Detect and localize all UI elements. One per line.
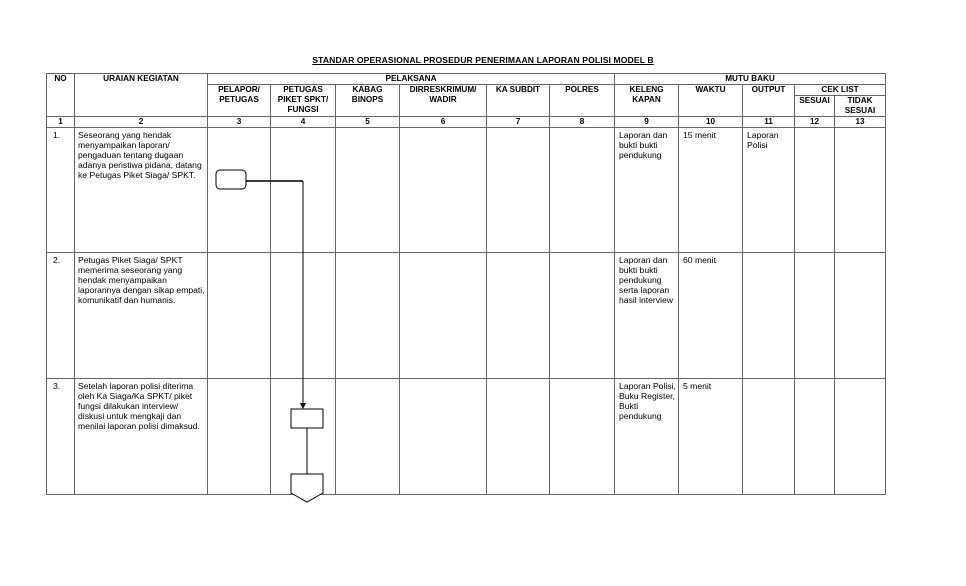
row-number: 1. — [47, 128, 75, 253]
cell-tidak-sesuai — [835, 128, 886, 253]
column-number: 9 — [615, 117, 679, 128]
header-output: OUTPUT — [743, 85, 795, 117]
header-ka-subdit: KA SUBDIT — [487, 85, 550, 117]
cell-polres — [550, 379, 615, 495]
header-tidak-sesuai: TIDAK SESUAI — [835, 96, 886, 117]
waktu-text: 5 menit — [679, 379, 743, 495]
document-title: STANDAR OPERASIONAL PROSEDUR PENERIMAAN LAPORAN POLISI MODEL B — [312, 55, 654, 65]
cell-pelapor — [208, 379, 271, 495]
column-number: 2 — [75, 117, 208, 128]
cell-ka-subdit — [487, 253, 550, 379]
row-number: 2. — [47, 253, 75, 379]
kelengkapan-text: Laporan dan bukti bukti pendukung serta laporan hasil interview — [615, 253, 679, 379]
kelengkapan-text: Laporan dan bukti bukti pendukung — [615, 128, 679, 253]
cell-petugas-piket — [271, 128, 336, 253]
column-number: 8 — [550, 117, 615, 128]
header-waktu: WAKTU — [679, 85, 743, 117]
column-number: 10 — [679, 117, 743, 128]
cell-sesuai — [795, 128, 835, 253]
output-text — [743, 379, 795, 495]
uraian-kegiatan-text: Seseorang yang hendak menyampaikan laporan/ pengaduan tentang dugaan adanya peristiwa pidana, datang ke Petugas Piket Siaga/ SPKT. — [75, 128, 208, 253]
header-uraian-kegiatan: URAIAN KEGIATAN — [75, 74, 208, 117]
column-number: 11 — [743, 117, 795, 128]
column-number: 5 — [336, 117, 400, 128]
cell-sesuai — [795, 379, 835, 495]
sop-table — [46, 73, 886, 495]
header-pelapor: PELAPOR/ PETUGAS — [208, 85, 271, 117]
uraian-kegiatan-text: Petugas Piket Siaga/ SPKT memerima seseorang yang hendak menyampaikan laporannya dengan sikap empati, komunikatif dan humanis. — [75, 253, 208, 379]
table-row — [47, 128, 886, 253]
uraian-kegiatan-text: Setelah laporan polisi diterima oleh Ka Siaga/Ka SPKT/ piket fungsi dilakukan interview/ diskusi untuk mengkaji dan menilai laporan polisi dimaksud. — [75, 379, 208, 495]
kelengkapan-text: Laporan Polisi, Buku Register, Bukti pendukung — [615, 379, 679, 495]
output-text: Laporan Polisi — [743, 128, 795, 253]
cell-polres — [550, 128, 615, 253]
table-row — [47, 253, 886, 379]
column-number: 12 — [795, 117, 835, 128]
column-number-row — [47, 117, 886, 128]
header-petugas-piket: PETUGAS PIKET SPKT/ FUNGSI — [271, 85, 336, 117]
cell-ka-subdit — [487, 128, 550, 253]
cell-dirreskrimum — [400, 128, 487, 253]
waktu-text: 60 menit — [679, 253, 743, 379]
column-number: 3 — [208, 117, 271, 128]
waktu-text: 15 menit — [679, 128, 743, 253]
cell-pelapor — [208, 128, 271, 253]
cell-ka-subdit — [487, 379, 550, 495]
cell-pelapor — [208, 253, 271, 379]
header-polres: POLRES — [550, 85, 615, 117]
header-no: NO — [47, 74, 75, 117]
cell-kabag — [336, 379, 400, 495]
cell-sesuai — [795, 253, 835, 379]
cell-tidak-sesuai — [835, 253, 886, 379]
header-pelaksana: PELAKSANA — [208, 74, 615, 85]
cell-dirreskrimum — [400, 253, 487, 379]
header-mutu-baku: MUTU BAKU — [615, 74, 886, 85]
cell-petugas-piket — [271, 379, 336, 495]
header-cek-list: CEK LIST — [795, 85, 886, 96]
header-row-1 — [47, 74, 886, 85]
cell-petugas-piket — [271, 253, 336, 379]
cell-kabag — [336, 253, 400, 379]
cell-kabag — [336, 128, 400, 253]
column-number: 1 — [47, 117, 75, 128]
cell-polres — [550, 253, 615, 379]
header-kelengkapan: KELENG KAPAN — [615, 85, 679, 117]
column-number: 6 — [400, 117, 487, 128]
header-sesuai: SESUAI — [795, 96, 835, 117]
column-number: 4 — [271, 117, 336, 128]
header-dirreskrimum: DIRRESKRIMUM/ WADIR — [400, 85, 487, 117]
cell-dirreskrimum — [400, 379, 487, 495]
output-text — [743, 253, 795, 379]
column-number: 7 — [487, 117, 550, 128]
table-row — [47, 379, 886, 495]
column-number: 13 — [835, 117, 886, 128]
row-number: 3. — [47, 379, 75, 495]
header-kabag-binops: KABAG BINOPS — [336, 85, 400, 117]
cell-tidak-sesuai — [835, 379, 886, 495]
